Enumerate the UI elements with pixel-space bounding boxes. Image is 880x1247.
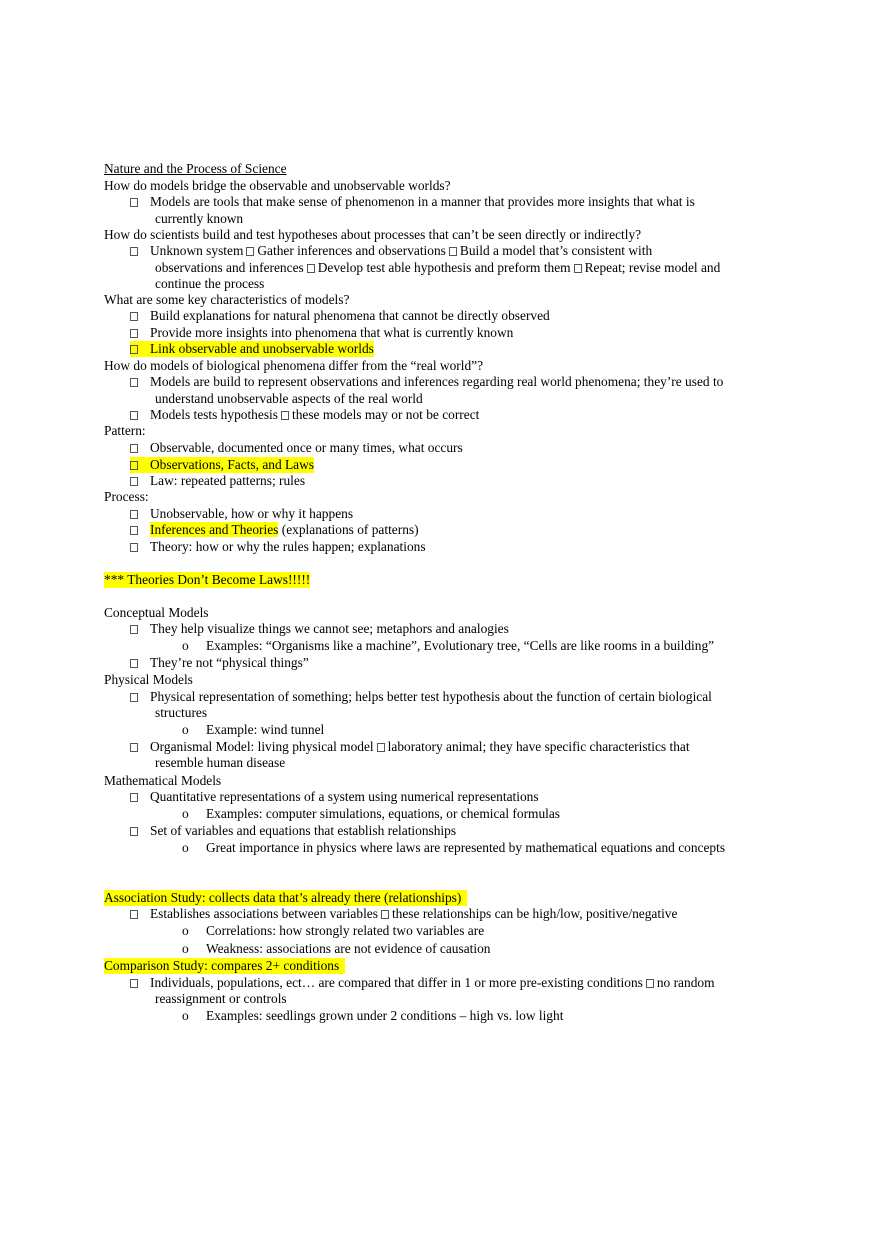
question-heading: How do scientists build and test hypotheses about processes that can’t be seen directly or indirectly? (104, 227, 642, 242)
bullet-box-icon (130, 329, 138, 338)
bullet-item: Unobservable, how or why it happens (130, 506, 353, 522)
bullet-item: Models tests hypothesis these models may or not be correct (130, 407, 479, 423)
bullet-box-icon (130, 543, 138, 552)
bullet-item: Provide more insights into phenomena that what is currently known (130, 325, 513, 341)
arrow-glyph-icon (646, 979, 654, 988)
arrow-glyph-icon (377, 743, 385, 752)
bullet-item: Individuals, populations, ect… are compared that differ in 1 or more pre-existing conditions no random (130, 975, 715, 991)
bullet-continuation: observations and inferences Develop test able hypothesis and preform them Repeat; revise model and (155, 260, 721, 275)
bullet-item: Establishes associations between variables these relationships can be high/low, positive/negative (130, 906, 677, 922)
page-title: Nature and the Process of Science (104, 161, 287, 176)
arrow-glyph-icon (281, 411, 289, 420)
comparison-heading: Comparison Study: compares 2+ conditions (104, 958, 345, 974)
sub-bullet-marker: o (182, 923, 189, 938)
bullet-item: Set of variables and equations that establish relationships (130, 823, 456, 839)
bullet-item: Observable, documented once or many times, what occurs (130, 440, 463, 456)
bullet-box-icon (130, 444, 138, 453)
bullet-continuation: currently known (155, 211, 244, 226)
arrow-glyph-icon (449, 247, 457, 256)
bullet-box-icon (130, 510, 138, 519)
sub-bullet-marker: o (182, 840, 189, 855)
bullet-item: They’re not “physical things” (130, 655, 309, 671)
bullet-box-icon (130, 477, 138, 486)
bullet-box-icon (130, 625, 138, 634)
theories-note: *** Theories Don’t Become Laws!!!!! (104, 572, 311, 587)
bullet-item: Unknown system Gather inferences and observations Build a model that’s consistent with (130, 243, 652, 259)
bullet-item: Theory: how or why the rules happen; explanations (130, 539, 426, 555)
arrow-glyph-icon (381, 910, 389, 919)
section-heading: Process: (104, 489, 149, 504)
sub-bullet-item: o Example: wind tunnel (182, 722, 325, 737)
bullet-box-icon (130, 659, 138, 668)
sub-bullet-item: o Great importance in physics where laws are represented by mathematical equations and concepts (182, 840, 726, 855)
sub-bullet-marker: o (182, 806, 189, 821)
question-heading: How do models of biological phenomena differ from the “real world”? (104, 358, 484, 373)
bullet-item: Inferences and Theories (explanations of patterns) (130, 522, 419, 538)
highlighted-bullet-item: Observations, Facts, and Laws (130, 457, 314, 473)
sub-bullet-marker: o (182, 1008, 189, 1023)
section-heading: Pattern: (104, 423, 146, 438)
section-heading: Physical Models (104, 672, 193, 687)
bullet-box-icon (130, 693, 138, 702)
bullet-box-icon (130, 743, 138, 752)
question-heading: How do models bridge the observable and unobservable worlds? (104, 178, 451, 193)
sub-bullet-item: o Examples: computer simulations, equations, or chemical formulas (182, 806, 561, 821)
bullet-box-icon (130, 312, 138, 321)
bullet-box-icon (130, 378, 138, 387)
bullet-box-icon (130, 793, 138, 802)
bullet-box-icon (130, 461, 138, 470)
bullet-box-icon (130, 198, 138, 207)
bullet-item: Law: repeated patterns; rules (130, 473, 305, 489)
bullet-continuation: understand unobservable aspects of the real world (155, 391, 423, 406)
sub-bullet-marker: o (182, 638, 189, 653)
sub-bullet-item: o Examples: seedlings grown under 2 conditions – high vs. low light (182, 1008, 564, 1023)
highlighted-bullet-item: Link observable and unobservable worlds (130, 341, 374, 357)
bullet-box-icon (130, 979, 138, 988)
bullet-item: Models are build to represent observations and inferences regarding real world phenomena; they’re used to (130, 374, 723, 390)
section-heading: Mathematical Models (104, 773, 222, 788)
bullet-box-icon (130, 345, 138, 354)
bullet-continuation: continue the process (155, 276, 265, 291)
bullet-item: Organismal Model: living physical model laboratory animal; they have specific characteristics that (130, 739, 690, 755)
arrow-glyph-icon (246, 247, 254, 256)
bullet-item: Build explanations for natural phenomena that cannot be directly observed (130, 308, 550, 324)
bullet-box-icon (130, 910, 138, 919)
sub-bullet-item: o Weakness: associations are not evidence of causation (182, 941, 491, 956)
sub-bullet-item: o Examples: “Organisms like a machine”, Evolutionary tree, “Cells are like rooms in a building” (182, 638, 715, 653)
sub-bullet-marker: o (182, 941, 189, 956)
highlighted-text: Inferences and Theories (150, 522, 279, 537)
sub-bullet-marker: o (182, 722, 189, 737)
question-heading: What are some key characteristics of models? (104, 292, 350, 307)
bullet-box-icon (130, 411, 138, 420)
bullet-box-icon (130, 526, 138, 535)
bullet-continuation: reassignment or controls (155, 991, 287, 1006)
association-heading: Association Study: collects data that’s already there (relationships) (104, 890, 467, 906)
sub-bullet-item: o Correlations: how strongly related two variables are (182, 923, 485, 938)
section-heading: Conceptual Models (104, 605, 209, 620)
bullet-item: Models are tools that make sense of phenomenon in a manner that provides more insights that what is (130, 194, 695, 210)
bullet-item: They help visualize things we cannot see; metaphors and analogies (130, 621, 509, 637)
arrow-glyph-icon (307, 264, 315, 273)
bullet-box-icon (130, 827, 138, 836)
bullet-box-icon (130, 247, 138, 256)
bullet-item: Quantitative representations of a system using numerical representations (130, 789, 539, 805)
bullet-continuation: structures (155, 705, 208, 720)
arrow-glyph-icon (574, 264, 582, 273)
bullet-item: Physical representation of something; helps better test hypothesis about the function of certain biological (130, 689, 712, 705)
bullet-continuation: resemble human disease (155, 755, 286, 770)
